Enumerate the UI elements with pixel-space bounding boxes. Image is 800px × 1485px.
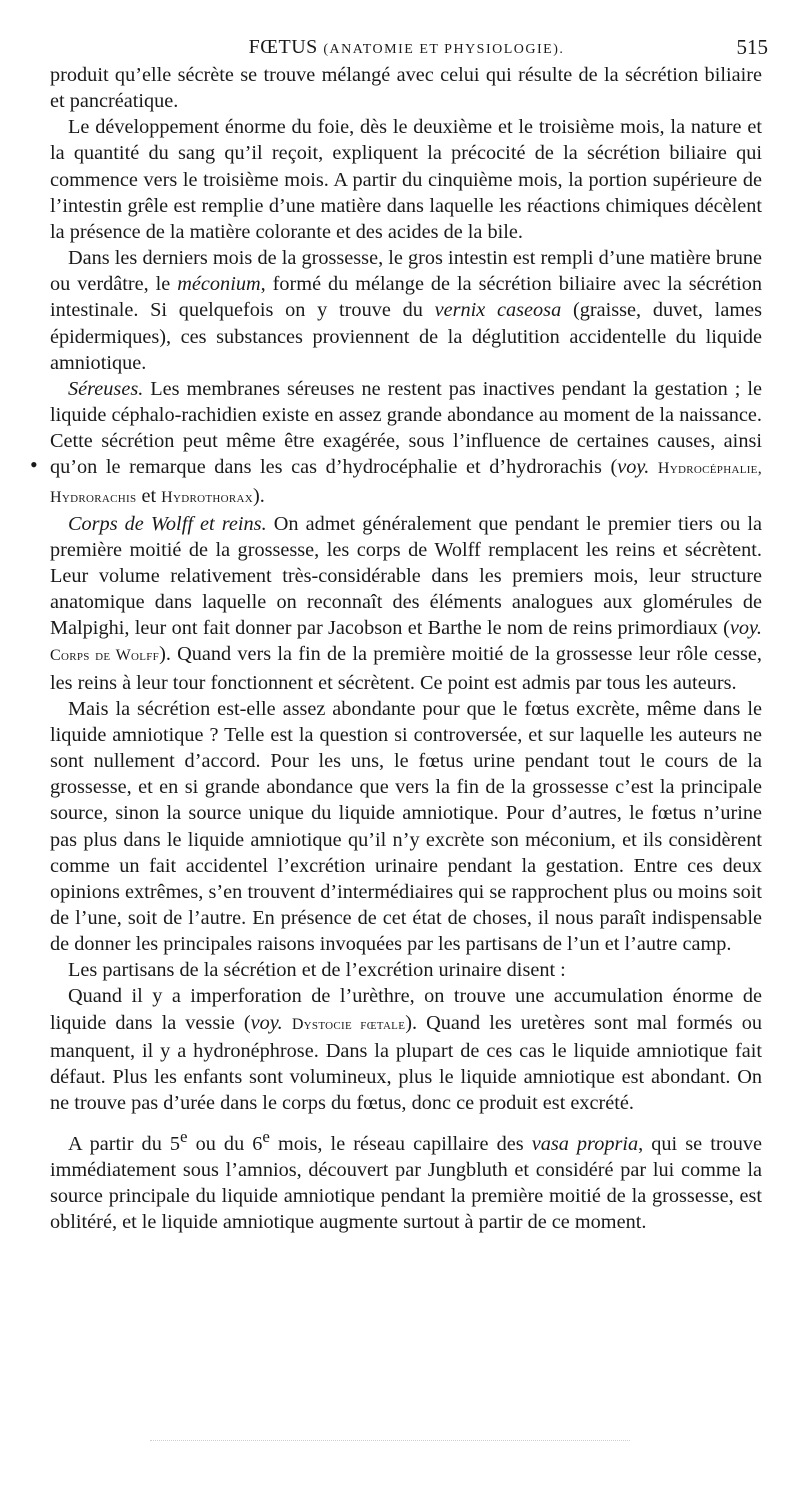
text-run: Quand il y a imperforation de l’urèthre, on trouve une accumulation énorme de liquide dans la vessie ( xyxy=(50,985,762,1034)
italic-term: méconium xyxy=(177,273,261,296)
text-run: ). Quand vers la fin de la première moitié de la grossesse leur rôle cesse, les reins à leur tour fonctionnent et sécrètent. Ce point est admis par tous les auteurs. xyxy=(50,643,763,694)
margin-mark: • xyxy=(30,452,38,477)
text-run: Les membranes séreuses ne restent pas inactives pendant la gestation ; le liquide céphalo-rachidien existe en assez grande abondance au moment de la naissance. Cette sécrétion peut même être exagérée, sous l’influence de certaines causes, ainsi qu’on le remarque dans les cas d’hydrocéphalie et d’hydrorachis ( xyxy=(50,377,762,479)
body-text xyxy=(50,62,762,1236)
paragraph-1: produit qu’elle sécrète se trouve mélangé avec celui qui résulte de la sécrétion biliaire et pancréatique. xyxy=(50,64,762,113)
cross-reference-voy: voy. xyxy=(250,1011,283,1034)
text-run: , qui se trouve immédiatement sous l’amnios, découvert par Jungbluth et considéré par lui comme la source principale du liquide amniotique pendant la première moitié de la grossesse, est oblitéré, et le liquide amniotique augmente surtout à partir de ce moment. xyxy=(50,1133,763,1234)
paragraph-2: Le développement énorme du foie, dès le deuxième et le troisième mois, la nature et la quantité du sang qu’il reçoit, expliquent la précocité de la sécrétion biliaire qui commence vers le troisième mois. A partir du cinquième mois, la portion supérieure de l’intestin grêle est remplie d’une matière dans laquelle les réactions chimiques décèlent la présence de la matière colorante et des acides de la bile. xyxy=(50,116,762,243)
footer-rule xyxy=(150,1440,630,1441)
running-title-main: FŒTUS xyxy=(248,36,318,58)
running-title-sub: (ANATOMIE ET PHYSIOLOGIE). xyxy=(323,42,565,57)
italic-term: vasa propria xyxy=(531,1133,639,1156)
paragraph-8 xyxy=(50,983,762,1116)
page-number: 515 xyxy=(736,35,768,59)
cross-reference: Hydrothorax xyxy=(161,488,254,506)
paragraph-7: Les partisans de la sécrétion et de l’excrétion urinaire disent : xyxy=(68,959,566,982)
italic-term: vernix caseosa xyxy=(434,299,562,322)
text-run: (graisse, duvet, lames épidermiques), ces substances proviennent de la déglutition accidentelle du liquide amniotique. xyxy=(50,299,762,374)
paragraph-5 xyxy=(50,511,762,696)
cross-reference-voy: voy. xyxy=(617,456,650,479)
section-heading-sereuses: Séreuses. xyxy=(68,377,144,400)
running-header xyxy=(45,30,768,64)
text-run: ). xyxy=(253,484,265,507)
text-run: Dans les derniers mois de la grossesse, le gros intestin est rempli d’une matière brune ou verdâtre, le xyxy=(50,247,762,296)
text-run: mois, le réseau capillaire des xyxy=(269,1133,532,1156)
paragraph-9 xyxy=(50,1124,762,1235)
cross-reference: Corps de Wolff xyxy=(50,647,160,665)
text-run: On admet généralement que pendant le premier tiers ou la première moitié de la grossesse, les corps de Wolff remplacent les reins et sécrètent. Leur volume relativement très-considérable dans les premiers mois, leur structure anatomique dans laquelle on reconnaît des éléments analogues aux glomérules de Malpighi, leur ont fait donner par Jacobson et Barthe le nom de reins primordiaux ( xyxy=(50,512,762,640)
text-run: A partir du 5 xyxy=(68,1133,181,1156)
text-run: , formé du mélange de la sécrétion biliaire avec la sécrétion intestinale. Si quelquefois on y trouve du xyxy=(50,273,762,322)
superscript: e xyxy=(262,1127,270,1147)
cross-reference-voy: voy. xyxy=(729,617,762,640)
text-run: ou du 6 xyxy=(187,1133,263,1156)
paragraph-3 xyxy=(50,245,762,376)
cross-reference: Hydrocéphalie, Hydrorachis xyxy=(50,460,762,506)
section-heading-corps-de-wolff: Corps de Wolff et reins. xyxy=(68,512,267,535)
paragraph-6: Mais la sécrétion est-elle assez abondante pour que le fœtus excrète, même dans le liquide amniotique ? Telle est la question si controversée, et sur laquelle les auteurs ne sont nullement d’accord. Pour les uns, le fœtus urine pendant tout le cours de la grossesse, et en si grande abondance que vers la fin de la grossesse c’est la principale source, sinon la source unique du liquide amniotique. Pour d’autres, le fœtus n’urine pas plus dans le liquide amniotique qu’il n’y excrète son méconium, et ils considèrent comme un fait accidentel l’excrétion urinaire pendant la gestation. Entre ces deux opinions extrêmes, s’en trouvent d’intermédiaires qui se rapprochent plus ou moins soit de l’une, soit de l’autre. En présence de cet état de choses, il nous paraît indispensable de donner les principales raisons invoquées par les partisans de l’un et l’autre camp. xyxy=(50,697,762,956)
superscript: e xyxy=(180,1127,188,1147)
text-run: ). Quand les uretères sont mal formés ou manquent, il y a hydronéphrose. Dans la plupart de ces cas le liquide amniotique fait défaut. Plus les enfants sont volumineux, plus le liquide amniotique est abondant. On ne trouve pas d’urée dans le corps du fœtus, donc ce produit est excrété. xyxy=(50,1011,762,1115)
cross-reference: Dystocie fœtale xyxy=(291,1015,406,1033)
text-run: et xyxy=(136,484,162,507)
paragraph-4 xyxy=(50,376,762,511)
